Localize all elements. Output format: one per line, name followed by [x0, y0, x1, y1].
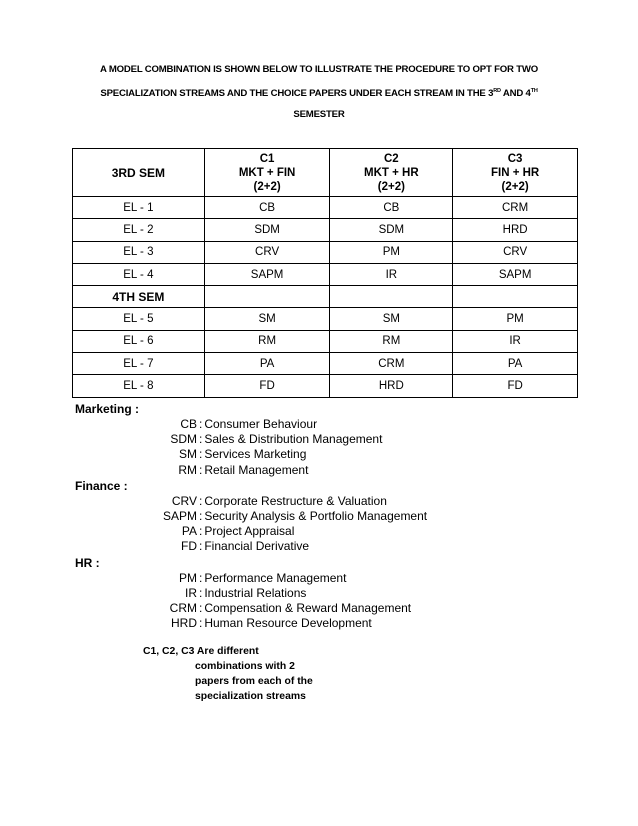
combo-code: C2	[383, 152, 399, 165]
c3-cell: PM	[453, 308, 578, 330]
combo-streams: MKT + HR	[364, 166, 419, 179]
c2-cell: CRM	[330, 353, 453, 375]
c2-cell: RM	[330, 330, 453, 352]
elective-cell: EL - 2	[73, 219, 205, 241]
heading-line-1: A MODEL COMBINATION IS SHOWN BELOW TO ILLUSTRATE THE PROCEDURE TO OPT FOR TWO	[100, 64, 538, 75]
legend-full: Services Marketing	[204, 447, 307, 462]
heading-line-2-and: AND 4	[500, 88, 531, 99]
table-row	[73, 263, 578, 285]
sem4-header-row	[73, 286, 578, 308]
legend-abbr: RM	[178, 462, 197, 477]
c2-cell: HRD	[330, 375, 453, 397]
elective-cell: EL - 3	[73, 241, 205, 263]
combo-code: C1	[259, 152, 275, 165]
elective-cell: EL - 7	[73, 353, 205, 375]
combo-streams: MKT + FIN	[238, 166, 296, 179]
combo-streams: FIN + HR	[490, 166, 540, 179]
legend-full: Industrial Relations	[204, 585, 307, 600]
legend-full: Retail Management	[204, 462, 309, 477]
empty-cell	[330, 286, 453, 308]
legend-item	[75, 524, 427, 539]
heading-line-2	[60, 88, 578, 99]
legend-item	[75, 539, 427, 554]
elective-cell: EL - 1	[73, 197, 205, 219]
legend-abbr: SAPM	[162, 508, 197, 523]
c2-cell: SM	[330, 308, 453, 330]
sem4-header: 4TH SEM	[73, 286, 205, 308]
c3-cell: PA	[453, 353, 578, 375]
legend-abbr: PA	[181, 524, 197, 539]
elective-cell: EL - 8	[73, 375, 205, 397]
combo-c3-header	[453, 149, 578, 197]
legend-separator: :	[199, 462, 203, 477]
marketing-title: Marketing :	[75, 402, 140, 416]
legend-abbr: PM	[179, 570, 197, 585]
c3-cell: FD	[453, 375, 578, 397]
legend-separator: :	[199, 508, 203, 523]
c1-cell: CRV	[204, 241, 330, 263]
c2-cell: PM	[330, 241, 453, 263]
legend-full: Compensation & Reward Management	[204, 600, 412, 615]
legend-separator: :	[199, 447, 203, 462]
legend-item	[75, 447, 427, 462]
hr-title: HR :	[75, 555, 100, 570]
combo-c2-header	[330, 149, 453, 197]
legend-item	[75, 601, 427, 616]
legend-separator: :	[199, 432, 203, 447]
legend-abbr: HRD	[171, 616, 197, 631]
legend-item	[75, 586, 427, 601]
c3-cell: IR	[453, 330, 578, 352]
c1-cell: SDM	[204, 219, 330, 241]
c1-cell: SM	[204, 308, 330, 330]
c2-cell: SDM	[330, 219, 453, 241]
sem3-header: 3RD SEM	[73, 149, 205, 197]
note-line-1: C1, C2, C3 Are different	[143, 646, 259, 657]
table-row	[73, 353, 578, 375]
legend-separator: :	[199, 570, 203, 585]
elective-cell: EL - 4	[73, 263, 205, 285]
legend-abbr: FD	[181, 539, 197, 554]
elective-cell: EL - 5	[73, 308, 205, 330]
legend-separator: :	[199, 585, 203, 600]
legend-full: Project Appraisal	[204, 524, 295, 539]
legend-full: Financial Derivative	[204, 539, 310, 554]
legend-item	[75, 432, 427, 447]
legend-separator: :	[199, 539, 203, 554]
combination-table	[72, 148, 578, 398]
legend-separator: :	[199, 600, 203, 615]
note-line-3: papers from each of the	[195, 676, 313, 687]
table-row	[73, 219, 578, 241]
c1-cell: SAPM	[204, 263, 330, 285]
table-row	[73, 375, 578, 397]
legend-item	[75, 417, 427, 432]
heading-sup-th: TH	[530, 88, 538, 94]
legend-full: Performance Management	[204, 570, 347, 585]
combo-code: C3	[507, 152, 523, 165]
combo-papers: (2+2)	[253, 180, 281, 193]
c3-cell: SAPM	[453, 263, 578, 285]
legend-full: Corporate Restructure & Valuation	[204, 493, 387, 508]
legend-full: Sales & Distribution Management	[204, 432, 383, 447]
abbreviation-legend	[75, 401, 427, 631]
legend-full: Security Analysis & Portfolio Management	[204, 508, 428, 523]
c3-cell: CRM	[453, 197, 578, 219]
table-row	[73, 197, 578, 219]
c2-cell: CB	[330, 197, 453, 219]
legend-item	[75, 571, 427, 586]
legend-separator: :	[199, 417, 203, 431]
combination-note	[143, 644, 313, 704]
combo-papers: (2+2)	[501, 180, 529, 193]
legend-abbr: CRM	[169, 600, 197, 615]
c3-cell: HRD	[453, 219, 578, 241]
heading-line-3: SEMESTER	[293, 109, 345, 120]
empty-cell	[204, 286, 330, 308]
heading-sup-rd: RD	[493, 88, 501, 94]
c1-cell: FD	[204, 375, 330, 397]
c1-cell: RM	[204, 330, 330, 352]
legend-abbr: CRV	[171, 493, 197, 508]
legend-full: Human Resource Development	[204, 616, 372, 631]
combo-c1-header	[204, 149, 330, 197]
legend-item	[75, 494, 427, 509]
legend-abbr: IR	[185, 585, 197, 600]
table-row	[73, 330, 578, 352]
legend-separator: :	[199, 493, 203, 508]
elective-cell: EL - 6	[73, 330, 205, 352]
c3-cell: CRV	[453, 241, 578, 263]
legend-abbr: SDM	[170, 432, 197, 447]
combo-papers: (2+2)	[377, 180, 405, 193]
legend-separator: :	[199, 616, 203, 631]
c2-cell: IR	[330, 263, 453, 285]
legend-item	[75, 509, 427, 524]
legend-abbr: CB	[180, 417, 197, 431]
heading-line-2-text: SPECIALIZATION STREAMS AND THE CHOICE PAPERS UNDER EACH STREAM IN THE 3	[100, 88, 494, 99]
legend-abbr: SM	[179, 447, 197, 462]
empty-cell	[453, 286, 578, 308]
finance-title: Finance :	[75, 478, 128, 493]
legend-item	[75, 616, 427, 631]
legend-separator: :	[199, 524, 203, 539]
legend-full: Consumer Behaviour	[204, 417, 318, 431]
note-line-2: combinations with 2	[195, 661, 295, 672]
table-row	[73, 308, 578, 330]
c1-cell: CB	[204, 197, 330, 219]
c1-cell: PA	[204, 353, 330, 375]
table-row	[73, 241, 578, 263]
table-header-row	[73, 149, 578, 197]
legend-item	[75, 463, 427, 478]
note-line-4: specialization streams	[195, 691, 306, 702]
